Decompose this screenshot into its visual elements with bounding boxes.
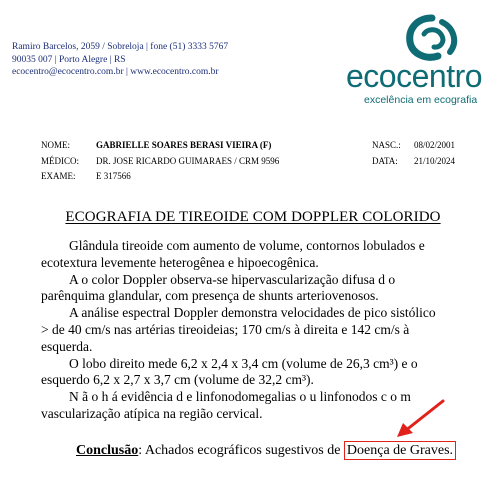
paragraph-gland bbox=[41, 238, 500, 272]
red-arrow-icon bbox=[385, 395, 455, 440]
exam-date: 21/10/2024 bbox=[414, 155, 456, 166]
birth-date: 08/02/2001 bbox=[414, 140, 456, 150]
contact-block bbox=[12, 41, 228, 79]
patient-name: GABRIELLE SOARES BERASI VIEIRA (F) bbox=[96, 140, 272, 150]
paragraph-line: Glândula tireoide com aumento de volume, contornos lobulados e bbox=[69, 238, 425, 253]
patient-info-right-labels bbox=[372, 138, 401, 169]
conclusion-label: Conclusão bbox=[76, 443, 139, 458]
paragraph-line: A o color Doppler observa-se hipervascularização difusa d o bbox=[69, 271, 396, 287]
paragraph-line: ecotextura levemente heterogênea e hipoecogênica. bbox=[41, 254, 319, 270]
report-title-text: ECOGRAFIA DE TIREOIDE COM DOPPLER COLORIDO bbox=[65, 209, 441, 225]
paragraph-line: > de 40 cm/s nas artérias tireoideias; 170 cm/s à direita e 142 cm/s à bbox=[41, 321, 410, 337]
date-label: DATA: bbox=[372, 155, 398, 166]
exam-label: EXAME: bbox=[41, 171, 76, 181]
paragraph-line: A análise espectral Doppler demonstra velocidades de pico sistólico bbox=[69, 305, 436, 321]
paragraph-line: vascularização atípica na região cervical. bbox=[41, 405, 263, 421]
conclusion-text: Achados ecográficos sugestivos de bbox=[142, 443, 344, 458]
email-website-line: ecocentro@ecocentro.com.br | www.ecocentro.com.br bbox=[12, 67, 219, 77]
report-title bbox=[0, 209, 500, 226]
exam-number: E 317566 bbox=[96, 171, 131, 181]
paragraph-line: O lobo direito mede 6,2 x 2,4 x 3,4 cm (volume de 26,3 cm³) e o bbox=[69, 355, 418, 371]
paragraph-line: parênquima glandular, com presença de shunts arteriovenosos. bbox=[41, 288, 379, 304]
address-line: Ramiro Barcelos, 2059 / Sobreloja | fone (51) 3333 5767 bbox=[12, 42, 229, 52]
diagnosis-highlight-box: Doença de Graves. bbox=[344, 441, 456, 460]
paragraph-line: esquerda. bbox=[41, 338, 93, 354]
conclusion-colon: : bbox=[138, 443, 143, 458]
name-label: NOME: bbox=[41, 140, 70, 150]
doctor-name: DR. JOSE RICARDO GUIMARAES / CRM 9596 bbox=[96, 155, 280, 166]
city-line: 90035 007 | Porto Alegre | RS bbox=[12, 54, 126, 65]
patient-info-labels bbox=[41, 138, 79, 185]
patient-info-values bbox=[96, 138, 279, 185]
paragraph-spectral bbox=[41, 305, 500, 355]
doctor-label: MÉDICO: bbox=[41, 155, 79, 166]
paragraph-doppler bbox=[41, 272, 500, 306]
paragraph-line: N ã o h á evidência d e linfonodomegalias o u linfonodos c o m bbox=[69, 389, 411, 405]
paragraph-lobes bbox=[41, 356, 500, 390]
logo-tagline: excelência em ecografia bbox=[364, 94, 478, 106]
paragraph-line: esquerdo 6,2 x 2,7 x 3,7 cm (volume de 32,2 cm³). bbox=[41, 372, 314, 388]
birth-label: NASC.: bbox=[372, 140, 401, 150]
logo-wordmark: ecocentro bbox=[346, 58, 483, 94]
conclusion bbox=[76, 443, 456, 459]
patient-info-right-values bbox=[414, 138, 455, 169]
